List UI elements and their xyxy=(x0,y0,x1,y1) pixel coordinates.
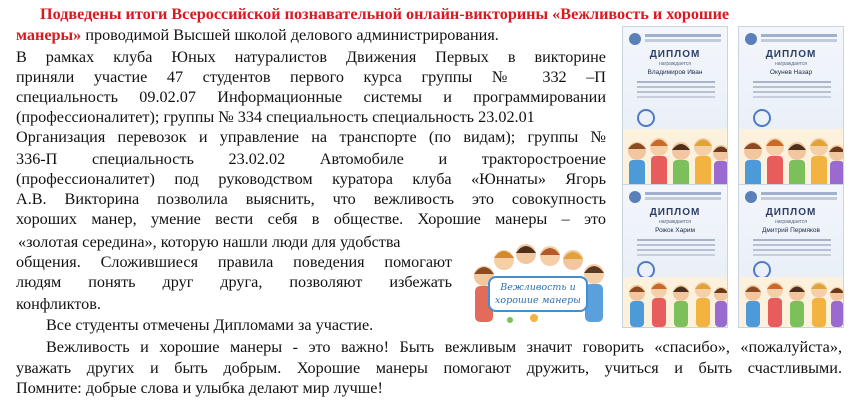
body-line: людям понять друг друга, позволяют избежать xyxy=(16,273,452,291)
closing-line: Помните: добрые слова и улыбка делают мир лучше! xyxy=(16,379,383,397)
illustration-label: Вежливость и хорошие манеры xyxy=(488,276,588,312)
diploma-name: Окунев Назар xyxy=(769,69,813,76)
stamp-icon xyxy=(637,109,655,127)
diploma-title: ДИПЛОМ xyxy=(765,207,817,218)
body-line: (профессионалитет) под руководством куратора клуба «Юннаты» Ягорь xyxy=(16,170,606,188)
body-line: 336-П специальность 23.02.02 Автомобиле и тракторостроение xyxy=(16,150,606,168)
body-line: специальность 09.02.07 Информационные системы и программировании xyxy=(16,88,606,106)
body-line: хороших манер, умение вести себя в обществе. Хорошие манеры – это xyxy=(16,210,606,228)
body-line: приняли участие 47 студентов первого курса группы № 332 –П xyxy=(16,68,606,86)
diploma-title: ДИПЛОМ xyxy=(649,207,701,218)
headline-continuation: манеры» xyxy=(16,26,82,44)
diploma-title: ДИПЛОМ xyxy=(765,49,817,60)
body-line: (профессионалитет); группы № 334 специальность специальность 23.02.01 xyxy=(16,108,535,126)
diploma-name: Рожок Харим xyxy=(655,227,695,234)
children-illustration xyxy=(739,277,844,327)
diploma-card xyxy=(622,184,728,328)
body-line: «золотая середина», которую нашли люди для удобства xyxy=(18,233,401,251)
stamp-icon xyxy=(753,109,771,127)
headline-line-2 xyxy=(16,26,499,45)
headline-line-1 xyxy=(40,5,842,24)
diploma-subtitle: награждается xyxy=(774,61,808,67)
diploma-subtitle: награждается xyxy=(658,219,692,225)
emblem-icon xyxy=(629,191,641,203)
headline-text: Подведены итоги Всероссийской познавательной онлайн-викторины «Вежливость и хорошие xyxy=(40,5,730,23)
closing-line: Вежливость и хорошие манеры - это важно! Быть вежливым значит говорить «спасибо», «пожалуйста», xyxy=(46,338,842,356)
emblem-icon xyxy=(629,33,641,45)
children-illustration xyxy=(623,277,728,327)
body-line: общения. Сложившиеся правила поведения помогают xyxy=(16,253,452,271)
headline-rest: проводимой Высшей школой делового администрирования. xyxy=(81,26,499,44)
diploma-name: Владимиров Иван xyxy=(647,69,703,76)
diploma-subtitle: награждается xyxy=(658,61,692,67)
body-line: Все студенты отмечены Дипломами за участие. xyxy=(46,316,374,334)
diploma-card xyxy=(622,26,728,202)
diploma-title: ДИПЛОМ xyxy=(649,49,701,60)
closing-line: уважать других и быть добрым. Хорошие манеры помогают дружить, учиться и быть счастливыми. xyxy=(16,359,842,377)
emblem-icon xyxy=(745,33,757,45)
emblem-icon xyxy=(745,191,757,203)
body-line: Организация перевозок и управление на транспорте (по видам); группы № xyxy=(16,128,606,146)
diploma-card xyxy=(738,26,844,202)
diploma-card xyxy=(738,184,844,328)
body-line: конфликтов. xyxy=(16,295,101,313)
diploma-subtitle: награждается xyxy=(774,219,808,225)
politeness-illustration xyxy=(470,236,608,324)
body-line: А.В. Викторина позволила выяснить, что вежливость это совокупность xyxy=(16,190,606,208)
diploma-name: Дмитрий Пермяков xyxy=(761,227,821,234)
body-line: В рамках клуба Юных натуралистов Движения Первых в викторине xyxy=(16,48,606,66)
